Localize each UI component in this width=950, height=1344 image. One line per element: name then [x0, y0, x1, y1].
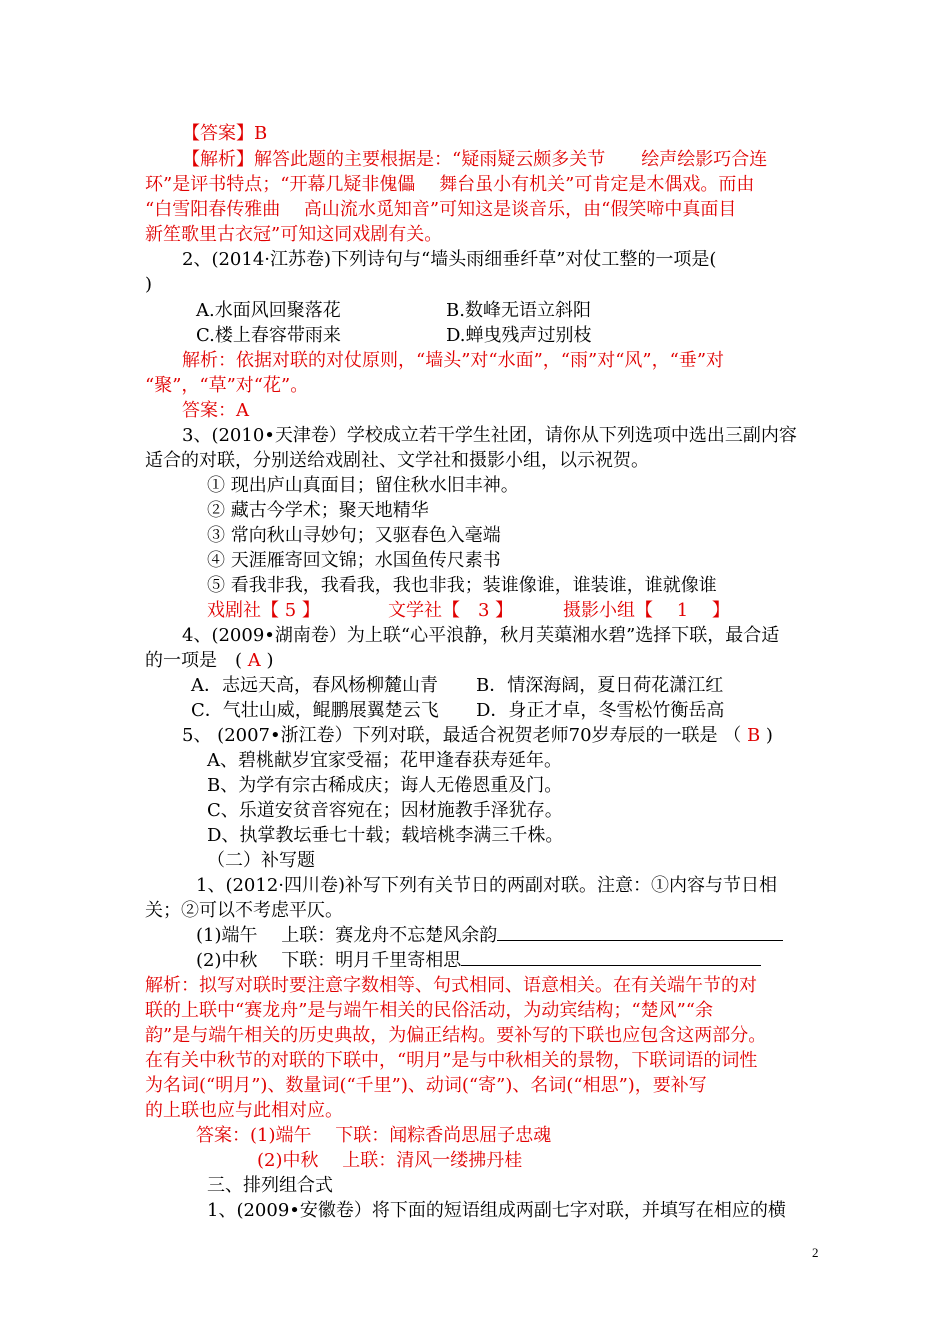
answer-inline: B	[741, 725, 766, 746]
answer-line: 答案：(1)端午 下联：闻粽香尚思屈子忠魂	[196, 1125, 552, 1146]
analysis-line: 环”是评书特点；“开幕几疑非傀儡 舞台虽小有机关”可肯定是木偶戏。而由	[145, 174, 755, 195]
analysis-line: “聚”，“草”对“花”。	[145, 375, 309, 396]
analysis-line: 的上联也应与此相对应。	[145, 1100, 343, 1121]
question-line: 1、(2012·四川卷)补写下列有关节日的两副对联。注意：①内容与节日相	[196, 875, 778, 896]
option-d: D.蝉曳残声过别枝	[446, 325, 592, 346]
question-line: )	[145, 274, 153, 295]
question-line: 的一项是 ( A )	[145, 650, 274, 671]
analysis-line: 解析：拟写对联时要注意字数相等、句式相同、语意相关。在有关端午节的对	[145, 975, 757, 996]
question-line: 2、(2014·江苏卷)下列诗句与“墙头雨细垂纤草”对仗工整的一项是(	[182, 249, 717, 270]
option-b: B．情深海阔，夏日荷花潇江红	[476, 675, 724, 696]
answer-line: 【答案】B	[182, 123, 268, 144]
question-line: 适合的对联，分别送给戏剧社、文学社和摄影小组，以示祝贺。	[145, 450, 649, 471]
analysis-line: 在有关中秋节的对联的下联中，“明月”是与中秋相关的景物，下联词语的词性	[145, 1050, 758, 1071]
answer-line: 答案：A	[182, 400, 249, 421]
option-c: C、乐道安贫音容宛在；因材施教手泽犹存。	[207, 800, 563, 821]
option-d: D、执掌教坛垂七十载；载培桃李满三千株。	[207, 825, 564, 846]
question-line: 1、(2009•安徽卷）将下面的短语组成两副七字对联，并填写在相应的横	[207, 1200, 786, 1221]
answer-photography-club: 摄影小组【 1 】	[563, 600, 730, 621]
answer-blank	[461, 949, 761, 966]
list-item: ④ 天涯雁寄回文锦；水国鱼传尺素书	[207, 550, 501, 571]
section-heading: 三、排列组合式	[207, 1175, 333, 1196]
section-heading: （二）补写题	[207, 850, 315, 871]
option-b: B.数峰无语立斜阳	[446, 300, 591, 321]
analysis-line: 解析：依据对联的对仗原则，“墙头”对“水面”，“雨”对“风”，“垂”对	[182, 350, 725, 371]
option-d: D．身正才卓，冬雪松竹衡岳高	[476, 700, 725, 721]
option-c: C．气壮山威，鲲鹏展翼楚云飞	[191, 700, 439, 721]
option-b: B、为学有宗古稀成庆；诲人无倦恩重及门。	[207, 775, 563, 796]
question-line: 5、 (2007•浙江卷）下列对联，最适合祝贺老师70岁寿辰的一联是 （ B )	[182, 725, 773, 746]
analysis-line: 为名词(“明月”)、数量词(“千里”)、动词(“寄”)、名词(“相思”)，要补写	[145, 1075, 707, 1096]
analysis-line: 新笙歌里古衣冠”可知这同戏剧有关。	[145, 224, 443, 245]
analysis-line: 联的上联中“赛龙舟”是与端午相关的民俗活动，为动宾结构；“楚风”“余	[145, 1000, 714, 1021]
answer-line: (2)中秋 上联：清风一缕拂丹桂	[257, 1150, 523, 1171]
page-number: 2	[812, 1245, 819, 1260]
option-c: C.楼上春容带雨来	[196, 325, 341, 346]
answer-inline: A	[242, 650, 267, 671]
option-a: A、碧桃献岁宜家受福；花甲逢春获寿延年。	[207, 750, 562, 771]
list-item: ⑤ 看我非我，我看我，我也非我；装谁像谁，谁装谁，谁就像谁	[207, 575, 717, 596]
answer-drama-club: 戏剧社【 5 】	[207, 600, 320, 621]
fill-in-line: (1)端午 上联：赛龙舟不忘楚风余韵	[196, 924, 783, 948]
analysis-line: “白雪阳春传雅曲 高山流水觅知音”可知这是谈音乐，由“假笑啼中真面目	[145, 199, 737, 220]
answer-blank	[497, 924, 783, 941]
list-item: ③ 常向秋山寻妙句；又驱春色入毫端	[207, 525, 501, 546]
list-item: ② 藏古今学术；聚天地精华	[207, 500, 429, 521]
question-line: 3、(2010•天津卷）学校成立若干学生社团，请你从下列选项中选出三副内容	[182, 425, 797, 446]
analysis-line: 韵”是与端午相关的历史典故，为偏正结构。要补写的下联也应包含这两部分。	[145, 1025, 767, 1046]
answer-literature-club: 文学社【 3 】	[388, 600, 514, 621]
question-line: 关；②可以不考虑平仄。	[145, 900, 343, 921]
option-a: A.水面风回聚落花	[196, 300, 341, 321]
analysis-line: 【解析】解答此题的主要根据是：“疑雨疑云颇多关节 绘声绘影巧合连	[182, 149, 768, 170]
question-line: 4、(2009•湖南卷）为上联“心平浪静，秋月芙蕖湘水碧”选择下联，最合适	[182, 625, 780, 646]
option-a: A．志远天高，春风杨柳麓山青	[191, 675, 438, 696]
fill-in-line: (2)中秋 下联：明月千里寄相思	[196, 949, 761, 973]
list-item: ① 现出庐山真面目；留住秋水旧丰神。	[207, 475, 519, 496]
